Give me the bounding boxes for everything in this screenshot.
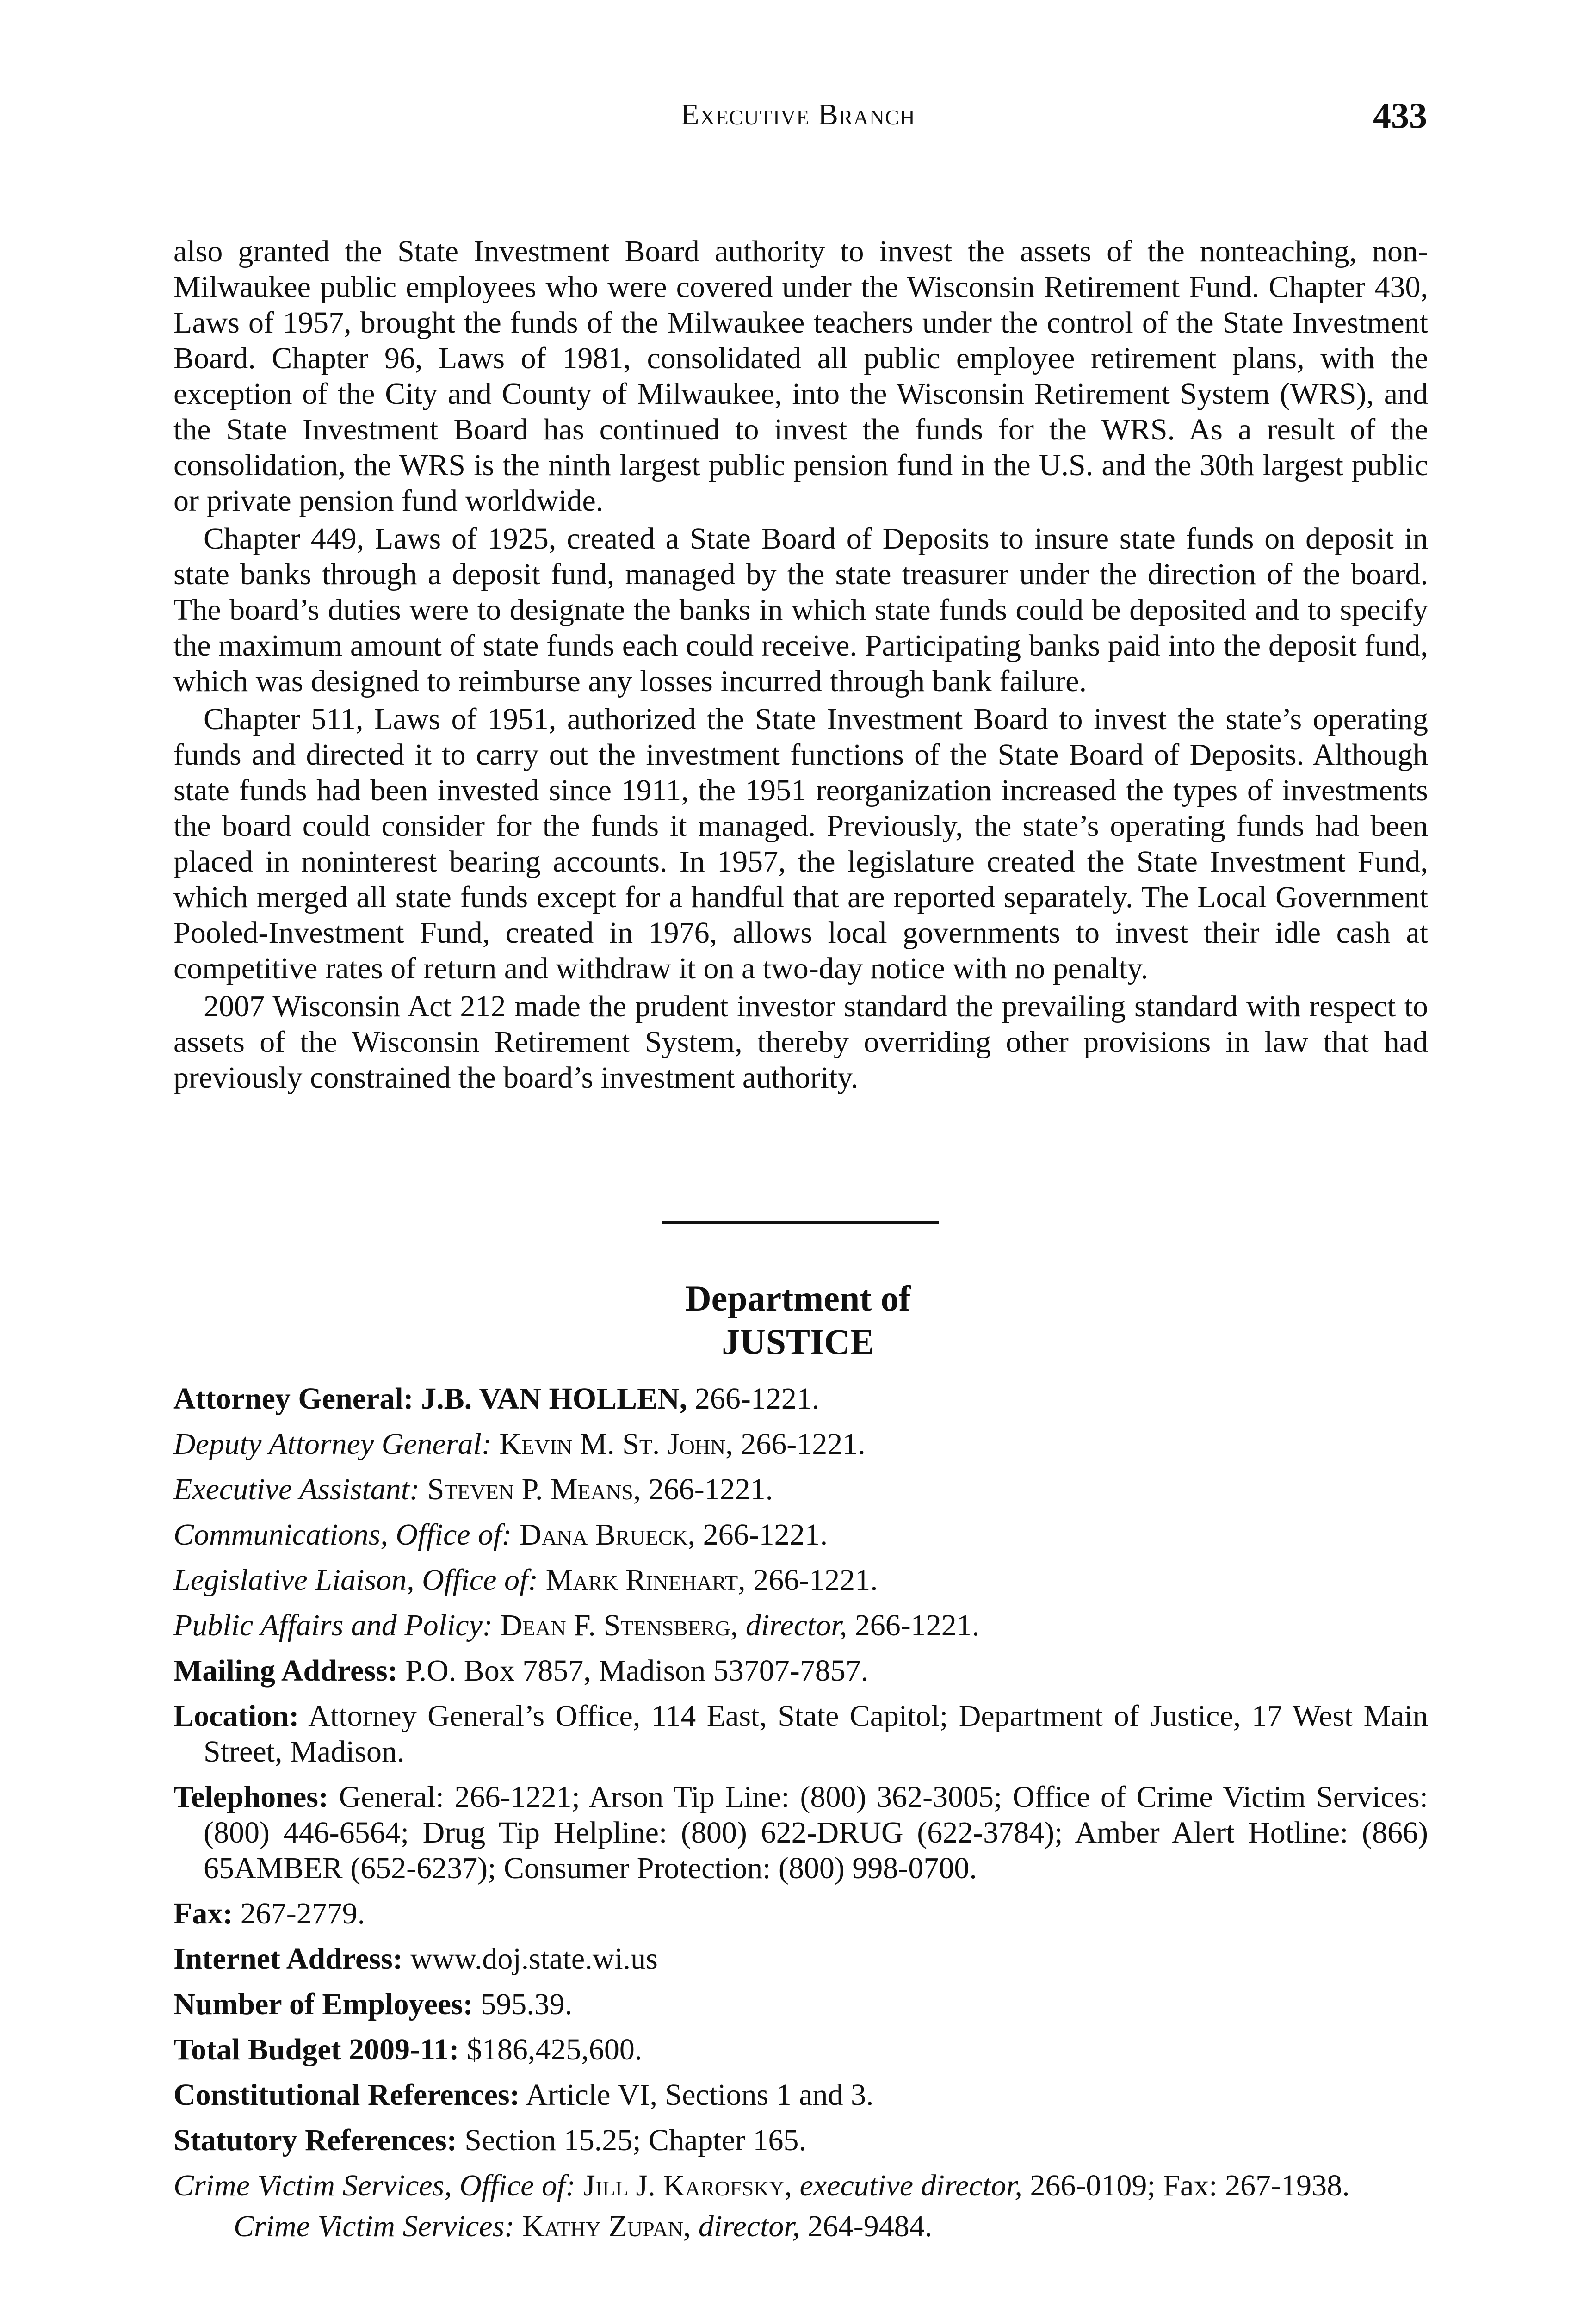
entry-telephones xyxy=(173,1779,1428,1886)
entry-value: 264-9484. xyxy=(800,2209,933,2243)
entry-value: www.doj.state.wi.us xyxy=(402,1942,658,1976)
entry-name: Kathy Zupan, xyxy=(514,2209,691,2243)
entry-label: Crime Victim Services: xyxy=(234,2209,515,2243)
entry-public-affairs xyxy=(173,1608,1428,1643)
paragraph: 2007 Wisconsin Act 212 made the prudent investor standard the prevailing standard with respect to assets of the Wisconsin Retirement System, thereby overriding other provisions in law that had previously constrained the board’s investment authority. xyxy=(173,990,1428,1095)
entry-value: 266-0109; Fax: 267-1938. xyxy=(1022,2169,1350,2202)
entry-name: Dean F. Stensberg, xyxy=(492,1608,738,1642)
entry-label: Total Budget 2009-11: xyxy=(173,2033,459,2066)
entry-constitutional-references xyxy=(173,2077,1428,2113)
entry-value: Attorney General’s Office, 114 East, State Capitol; Department of Justice, 17 West Main Street, Madison. xyxy=(204,1699,1428,1769)
section-divider xyxy=(662,1221,939,1224)
entry-value: 266-1221. xyxy=(695,1518,828,1552)
entry-value: $186,425,600. xyxy=(459,2033,643,2066)
department-heading xyxy=(0,1277,1596,1364)
entry-value: 266-1221. xyxy=(641,1472,773,1506)
entry-value: 595.39. xyxy=(473,1987,573,2021)
entry-value: Article VI, Sections 1 and 3. xyxy=(520,2078,874,2112)
entry-label: Attorney General: xyxy=(173,1382,414,1416)
entry-name: Mark Rinehart, xyxy=(538,1563,746,1597)
entry-label: Deputy Attorney General: xyxy=(173,1427,492,1461)
entry-label: Constitutional References: xyxy=(173,2078,520,2112)
entry-value: P.O. Box 7857, Madison 53707-7857. xyxy=(397,1654,869,1688)
entry-number-of-employees xyxy=(173,1986,1428,2022)
entry-attorney-general xyxy=(173,1381,1428,1416)
entry-name: Dana Brueck, xyxy=(512,1518,696,1552)
paragraph: Chapter 511, Laws of 1951, authorized the State Investment Board to invest the state’s operating funds and directed it to carry out the investment functions of the State Board of Deposits. Although state funds had been invested since 1911, the 1951 reorganization increased the types of investments the board could consider for the funds it managed. Previously, the state’s operating funds had been placed in noninterest bearing accounts. In 1957, the legislature created the State Investment Fund, which merged all state funds except for a handful that are reported separately. The Local Government Pooled-Investment Fund, created in 1976, allows local governments to invest their idle cash at competitive rates of return and withdraw it on a two-day notice with no penalty. xyxy=(173,702,1428,985)
entry-label: Mailing Address: xyxy=(173,1654,398,1688)
entry-location xyxy=(173,1698,1428,1769)
entry-role: director, xyxy=(738,1608,847,1642)
entry-role: director, xyxy=(691,2209,800,2243)
entry-label: Telephones: xyxy=(173,1780,328,1814)
entry-role: executive director, xyxy=(792,2169,1022,2202)
entry-label: Communications, Office of: xyxy=(173,1518,512,1552)
entry-internet-address xyxy=(173,1941,1428,1977)
body-text xyxy=(173,234,1428,1098)
entry-name: Kevin M. St. John, xyxy=(491,1427,733,1461)
entry-value: 266-1221. xyxy=(733,1427,866,1461)
entry-executive-assistant xyxy=(173,1472,1428,1507)
entry-label: Legislative Liaison, Office of: xyxy=(173,1563,538,1597)
entry-name: Jill J. Karofsky, xyxy=(575,2169,792,2202)
entry-communications xyxy=(173,1517,1428,1552)
entry-crime-victim-services xyxy=(173,2208,1428,2244)
entry-value: 267-2779. xyxy=(233,1897,365,1930)
entry-label: Number of Employees: xyxy=(173,1987,473,2021)
entry-label: Executive Assistant: xyxy=(173,1472,420,1506)
entry-label: Statutory References: xyxy=(173,2123,457,2157)
entry-label: Location: xyxy=(173,1699,299,1733)
entry-value: 266-1221. xyxy=(687,1382,820,1416)
entry-crime-victim-office xyxy=(173,2168,1428,2203)
entry-value: General: 266-1221; Arson Tip Line: (800) 362-3005; Office of Crime Victim Services: (800) 446-6564; Drug Tip Helpline: (800) 622-DRUG (622-3784); Amber Alert Hotline: (866) 65AMBER (652-6237); Consumer Protection: (800) 998-0700. xyxy=(204,1780,1428,1885)
entry-name: Steven P. Means, xyxy=(420,1472,641,1506)
entry-legislative-liaison xyxy=(173,1562,1428,1598)
entry-fax xyxy=(173,1896,1428,1931)
entry-label: Crime Victim Services, Office of: xyxy=(173,2169,576,2202)
department-entries xyxy=(173,1381,1428,2254)
entry-statutory-references xyxy=(173,2122,1428,2158)
department-heading-line2: JUSTICE xyxy=(722,1322,874,1362)
paragraph: also granted the State Investment Board authority to invest the assets of the nonteaching, non-Milwaukee public employees who were covered under the Wisconsin Retirement Fund. Chapter 430, Laws of 1957, brought the funds of the Milwaukee teachers under the control of the State Investment Board. Chapter 96, Laws of 1981, consolidated all public employee retirement plans, with the exception of the City and County of Milwaukee, into the Wisconsin Retirement System (WRS), and the State Investment Board has continued to invest the funds for the WRS. As a result of the consolidation, the WRS is the ninth largest public pension fund in the U.S. and the 30th largest public or private pension fund worldwide. xyxy=(173,235,1428,518)
entry-label: Fax: xyxy=(173,1897,233,1930)
entry-value: 266-1221. xyxy=(847,1608,980,1642)
entry-name: J.B. VAN HOLLEN, xyxy=(421,1382,687,1416)
paragraph: Chapter 449, Laws of 1925, created a State Board of Deposits to insure state funds on deposit in state banks through a deposit fund, managed by the state treasurer under the direction of the board. The board’s duties were to designate the banks in which state funds could be deposited and to specify the maximum amount of state funds each could receive. Participating banks paid into the deposit fund, which was designed to reimburse any losses incurred through bank failure. xyxy=(173,522,1428,698)
page-number: 433 xyxy=(1373,95,1427,136)
department-heading-line1: Department of xyxy=(685,1278,911,1318)
entry-deputy xyxy=(173,1426,1428,1462)
running-head: Executive Branch xyxy=(680,98,916,131)
entry-mailing-address xyxy=(173,1653,1428,1688)
entry-total-budget xyxy=(173,2032,1428,2067)
entry-value: Section 15.25; Chapter 165. xyxy=(457,2123,806,2157)
entry-label: Internet Address: xyxy=(173,1942,403,1976)
entry-label: Public Affairs and Policy: xyxy=(173,1608,493,1642)
entry-value: 266-1221. xyxy=(745,1563,878,1597)
